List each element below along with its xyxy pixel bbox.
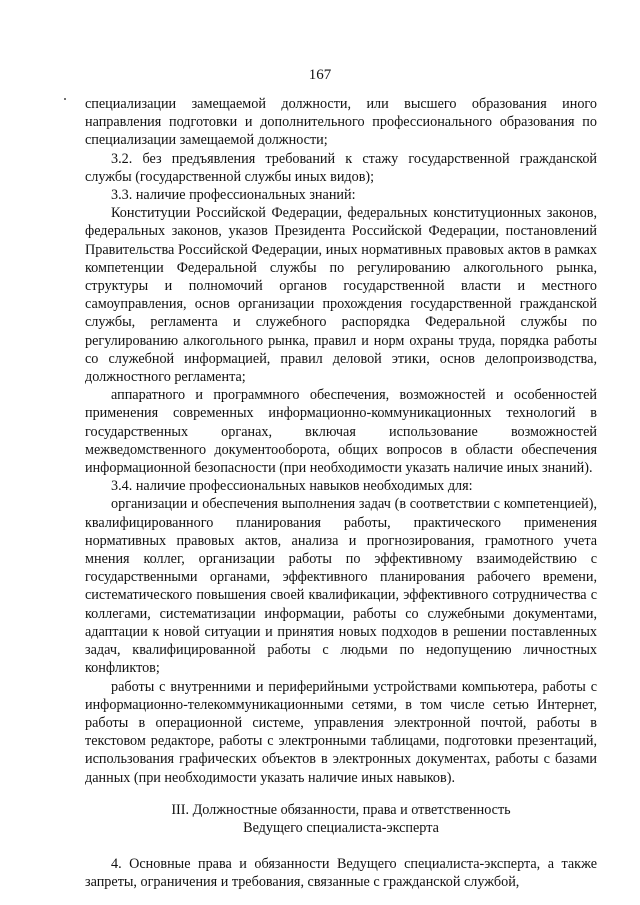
paragraph: 3.4. наличие профессиональных навыков необходимых для: — [111, 478, 473, 495]
paragraph: 3.2. без предъявления требований к стажу государственной гражданской службы (государственной службы иных видов); — [85, 150, 597, 185]
section-heading — [85, 801, 597, 837]
paragraphs-after-heading — [85, 855, 597, 891]
paragraph: аппаратного и программного обеспечения, возможностей и особенностей применения современных информационно-коммуникационных технологий в государственных органах, включая использование возможностей межведомственного документооборота, общих вопросов в области обеспечения информационной безопасности (при необходимости указать наличие иных знаний). — [85, 387, 597, 477]
paragraph: 4. Основные права и обязанности Ведущего специалиста-эксперта, а также запреты, ограничения и требования, связанные с гражданской службой, — [85, 856, 597, 891]
document-body — [85, 95, 597, 892]
paragraph: специализации замещаемой должности, или высшего образования иного направления подготовки и дополнительного профессионального образования по специализации замещаемой должности; — [85, 96, 597, 149]
paragraph: Конституции Российской Федерации, федеральных конституционных законов, федеральных законов, указов Президента Российской Федерации, постановлений Правительства Российской Федерации, иных нормативных правовых актов в рамках компетенции Федеральной службы по регулированию алкогольного рынка, структуры и полномочий органов государственной власти и местного самоуправления, основ организации прохождения государственной гражданской службы, регламента и служебного распорядка Федеральной службы по регулированию алкогольного рынка, правил и норм охраны труда, порядка работы со служебной информацией, правил деловой этики, основ делопроизводства, должностного регламента; — [85, 205, 597, 386]
paragraphs-before-heading — [85, 95, 597, 787]
section-heading-line-2: Ведущего специалиста-эксперта — [243, 819, 439, 836]
paragraph: 3.3. наличие профессиональных знаний: — [111, 187, 356, 204]
section-heading-line-1: III. Должностные обязанности, права и ответственность — [171, 801, 511, 818]
paragraph: работы с внутренними и периферийными устройствами компьютера, работы с информационно-телекоммуникационными сетями, в том числе сетью Интернет, работы в операционной системе, управления электронной почтой, работы в текстовом редакторе, работы с электронными таблицами, подготовки презентаций, использования графических объектов в электронных документах, работы с базами данных (при необходимости указать наличие иных навыков). — [85, 678, 597, 786]
page-number: 167 — [308, 67, 332, 83]
scan-mark — [64, 98, 66, 100]
paragraph: организации и обеспечения выполнения задач (в соответствии с компетенцией), квалифицированного планирования работы, практического применения нормативных правовых актов, анализа и прогнозирования, грамотного учета мнения коллег, организации работы по эффективному взаимодействию с государственными органами, эффективного планирования рабочего времени, систематического повышения своей квалификации, эффективного сотрудничества с коллегами, систематизации информации, работы со служебными документами, адаптации к новой ситуации и принятия новых подходов в решении поставленных задач, квалифицированной работы с людьми по недопущению личностных конфликтов; — [85, 496, 597, 677]
